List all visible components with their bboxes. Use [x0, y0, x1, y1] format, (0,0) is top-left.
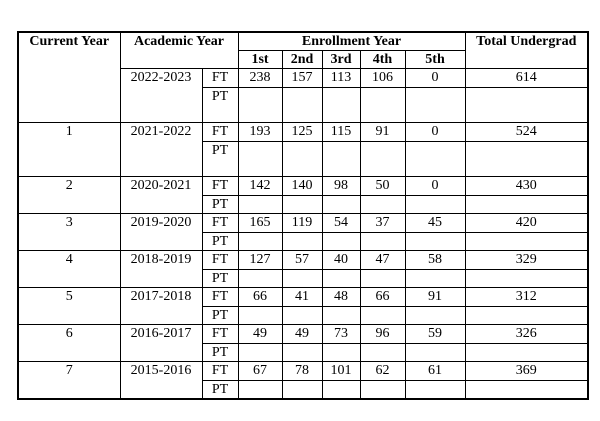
current-year-cell: 5 [18, 288, 120, 325]
pt-label: PT [202, 142, 238, 177]
current-year-cell: 4 [18, 251, 120, 288]
empty-cell [282, 344, 322, 362]
pt-label: PT [202, 381, 238, 400]
ft-label: FT [202, 177, 238, 196]
academic-year-cell: 2018-2019 [120, 251, 202, 288]
empty-cell [360, 381, 405, 400]
enrollment-value: 50 [360, 177, 405, 196]
enrollment-value: 119 [282, 214, 322, 233]
empty-cell [405, 88, 465, 123]
enrollment-value: 66 [360, 288, 405, 307]
empty-cell [238, 381, 282, 400]
enrollment-col-header-1st: 1st [238, 51, 282, 69]
empty-cell [322, 88, 360, 123]
empty-cell [405, 381, 465, 400]
empty-cell [238, 344, 282, 362]
empty-cell [465, 142, 588, 177]
academic-year-cell: 2017-2018 [120, 288, 202, 325]
total-value: 614 [465, 69, 588, 88]
academic-year-cell: 2020-2021 [120, 177, 202, 214]
enrollment-value: 91 [360, 123, 405, 142]
total-value: 312 [465, 288, 588, 307]
table-row [18, 288, 588, 307]
current-year-cell: 7 [18, 362, 120, 400]
ft-label: FT [202, 251, 238, 270]
total-value: 369 [465, 362, 588, 381]
total-undergrad-header: Total Undergrad [465, 32, 588, 69]
table-row [18, 123, 588, 142]
total-value: 329 [465, 251, 588, 270]
current-year-cell: 3 [18, 214, 120, 251]
enrollment-value: 91 [405, 288, 465, 307]
empty-cell [405, 270, 465, 288]
enrollment-value: 57 [282, 251, 322, 270]
empty-cell [465, 270, 588, 288]
current-year-header: Current Year [18, 32, 120, 123]
empty-cell [360, 142, 405, 177]
enrollment-value: 48 [322, 288, 360, 307]
current-year-cell: 6 [18, 325, 120, 362]
enrollment-value: 67 [238, 362, 282, 381]
enrollment-value: 193 [238, 123, 282, 142]
empty-cell [322, 344, 360, 362]
academic-year-cell: 2021-2022 [120, 123, 202, 177]
enrollment-value: 45 [405, 214, 465, 233]
empty-cell [322, 270, 360, 288]
current-year-cell: 1 [18, 123, 120, 177]
empty-cell [282, 142, 322, 177]
enrollment-value: 125 [282, 123, 322, 142]
enrollment-value: 0 [405, 123, 465, 142]
enrollment-value: 115 [322, 123, 360, 142]
enrollment-value: 41 [282, 288, 322, 307]
total-value: 326 [465, 325, 588, 344]
empty-cell [360, 196, 405, 214]
empty-cell [405, 233, 465, 251]
academic-year-cell: 2019-2020 [120, 214, 202, 251]
enrollment-year-header: Enrollment Year [238, 32, 465, 51]
enrollment-value: 165 [238, 214, 282, 233]
empty-cell [465, 381, 588, 400]
enrollment-value: 127 [238, 251, 282, 270]
enrollment-value: 73 [322, 325, 360, 344]
enrollment-col-header-5th: 5th [405, 51, 465, 69]
pt-label: PT [202, 270, 238, 288]
enrollment-value: 40 [322, 251, 360, 270]
empty-cell [360, 307, 405, 325]
empty-cell [360, 270, 405, 288]
current-year-cell: 2 [18, 177, 120, 214]
empty-cell [322, 142, 360, 177]
enrollment-value: 140 [282, 177, 322, 196]
empty-cell [282, 307, 322, 325]
enrollment-col-header-3rd: 3rd [322, 51, 360, 69]
empty-cell [465, 88, 588, 123]
empty-cell [282, 270, 322, 288]
enrollment-value: 61 [405, 362, 465, 381]
enrollment-value: 49 [238, 325, 282, 344]
enrollment-value: 238 [238, 69, 282, 88]
empty-cell [360, 344, 405, 362]
table-row [18, 214, 588, 233]
empty-cell [322, 196, 360, 214]
empty-cell [238, 142, 282, 177]
pt-label: PT [202, 344, 238, 362]
empty-cell [465, 307, 588, 325]
academic-year-cell: 2022-2023 [120, 69, 202, 123]
ft-label: FT [202, 69, 238, 88]
enrollment-col-header-4th: 4th [360, 51, 405, 69]
enrollment-value: 113 [322, 69, 360, 88]
enrollment-value: 101 [322, 362, 360, 381]
empty-cell [322, 233, 360, 251]
empty-cell [238, 270, 282, 288]
pt-label: PT [202, 233, 238, 251]
total-value: 524 [465, 123, 588, 142]
empty-cell [360, 233, 405, 251]
enrollment-value: 49 [282, 325, 322, 344]
enrollment-value: 62 [360, 362, 405, 381]
enrollment-value: 96 [360, 325, 405, 344]
empty-cell [282, 196, 322, 214]
header-row-1 [18, 32, 588, 51]
pt-label: PT [202, 307, 238, 325]
enrollment-value: 59 [405, 325, 465, 344]
academic-year-cell: 2015-2016 [120, 362, 202, 400]
total-value: 420 [465, 214, 588, 233]
ft-label: FT [202, 214, 238, 233]
enrollment-value: 0 [405, 177, 465, 196]
table-row [18, 251, 588, 270]
enrollment-value: 0 [405, 69, 465, 88]
enrollment-value: 47 [360, 251, 405, 270]
empty-cell [322, 381, 360, 400]
empty-cell [465, 344, 588, 362]
enrollment-value: 142 [238, 177, 282, 196]
table-row [18, 177, 588, 196]
enrollment-value: 66 [238, 288, 282, 307]
empty-cell [405, 307, 465, 325]
academic-year-cell: 2016-2017 [120, 325, 202, 362]
empty-cell [238, 233, 282, 251]
pt-label: PT [202, 88, 238, 123]
empty-cell [405, 344, 465, 362]
enrollment-value: 37 [360, 214, 405, 233]
enrollment-col-header-2nd: 2nd [282, 51, 322, 69]
table-row [18, 362, 588, 381]
enrollment-value: 157 [282, 69, 322, 88]
empty-cell [360, 88, 405, 123]
enrollment-value: 78 [282, 362, 322, 381]
ft-label: FT [202, 288, 238, 307]
empty-cell [405, 196, 465, 214]
enrollment-value: 58 [405, 251, 465, 270]
ft-label: FT [202, 123, 238, 142]
empty-cell [282, 88, 322, 123]
academic-year-header: Academic Year [120, 32, 238, 69]
empty-cell [282, 381, 322, 400]
ft-label: FT [202, 325, 238, 344]
empty-cell [238, 307, 282, 325]
empty-cell [238, 88, 282, 123]
pt-label: PT [202, 196, 238, 214]
empty-cell [322, 307, 360, 325]
enrollment-value: 54 [322, 214, 360, 233]
enrollment-table [17, 31, 589, 400]
total-value: 430 [465, 177, 588, 196]
empty-cell [282, 233, 322, 251]
empty-cell [405, 142, 465, 177]
table-row [18, 325, 588, 344]
enrollment-value: 98 [322, 177, 360, 196]
empty-cell [238, 196, 282, 214]
enrollment-value: 106 [360, 69, 405, 88]
empty-cell [465, 196, 588, 214]
empty-cell [465, 233, 588, 251]
ft-label: FT [202, 362, 238, 381]
